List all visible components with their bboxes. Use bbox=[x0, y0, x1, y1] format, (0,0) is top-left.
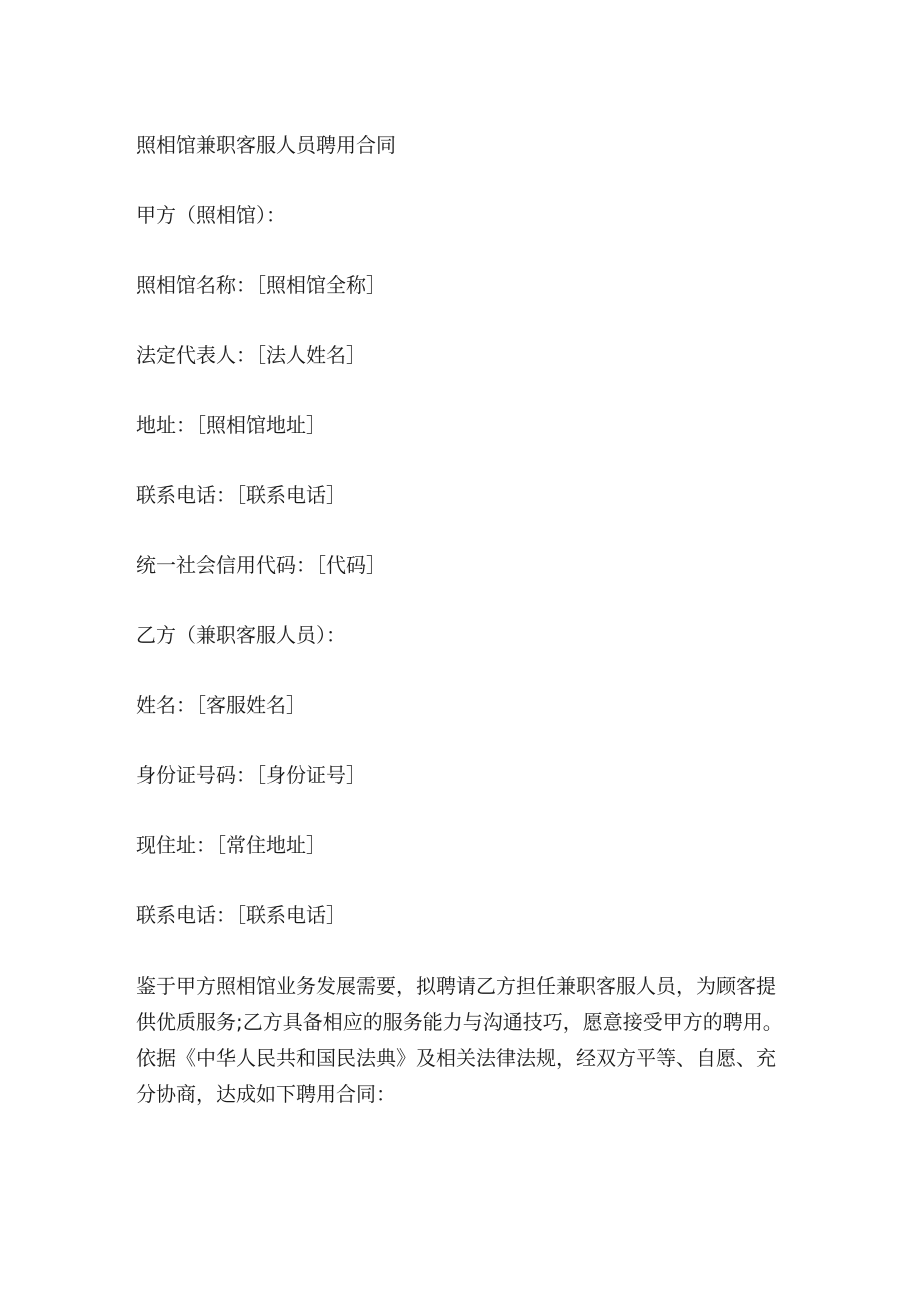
preamble-line: 分协商，达成如下聘用合同： bbox=[136, 1082, 396, 1106]
party-b-heading: 乙方（兼职客服人员）： bbox=[136, 623, 346, 647]
party-a-name-field: 照相馆名称：［照相馆全称］ bbox=[136, 273, 386, 297]
preamble-line: 鉴于甲方照相馆业务发展需要，拟聘请乙方担任兼职客服人员，为顾客提 bbox=[136, 974, 776, 998]
preamble-line: 供优质服务;乙方具备相应的服务能力与沟通技巧，愿意接受甲方的聘用。 bbox=[136, 1010, 783, 1034]
party-b-address-field: 现住址：［常住地址］ bbox=[136, 833, 326, 857]
party-a-credit-code-field: 统一社会信用代码：［代码］ bbox=[136, 553, 386, 577]
preamble-paragraph bbox=[136, 968, 786, 1112]
party-a-heading: 甲方（照相馆）： bbox=[136, 203, 286, 227]
party-b-name-field: 姓名：［客服姓名］ bbox=[136, 693, 306, 717]
party-b-phone-field: 联系电话：［联系电话］ bbox=[136, 903, 346, 927]
document-title: 照相馆兼职客服人员聘用合同 bbox=[136, 133, 396, 157]
party-b-id-field: 身份证号码：［身份证号］ bbox=[136, 763, 366, 787]
preamble-line: 依据《中华人民共和国民法典》及相关法律法规，经双方平等、自愿、充 bbox=[136, 1046, 776, 1070]
party-a-phone-field: 联系电话：［联系电话］ bbox=[136, 483, 346, 507]
party-a-representative-field: 法定代表人：［法人姓名］ bbox=[136, 343, 366, 367]
party-a-address-field: 地址：［照相馆地址］ bbox=[136, 413, 326, 437]
